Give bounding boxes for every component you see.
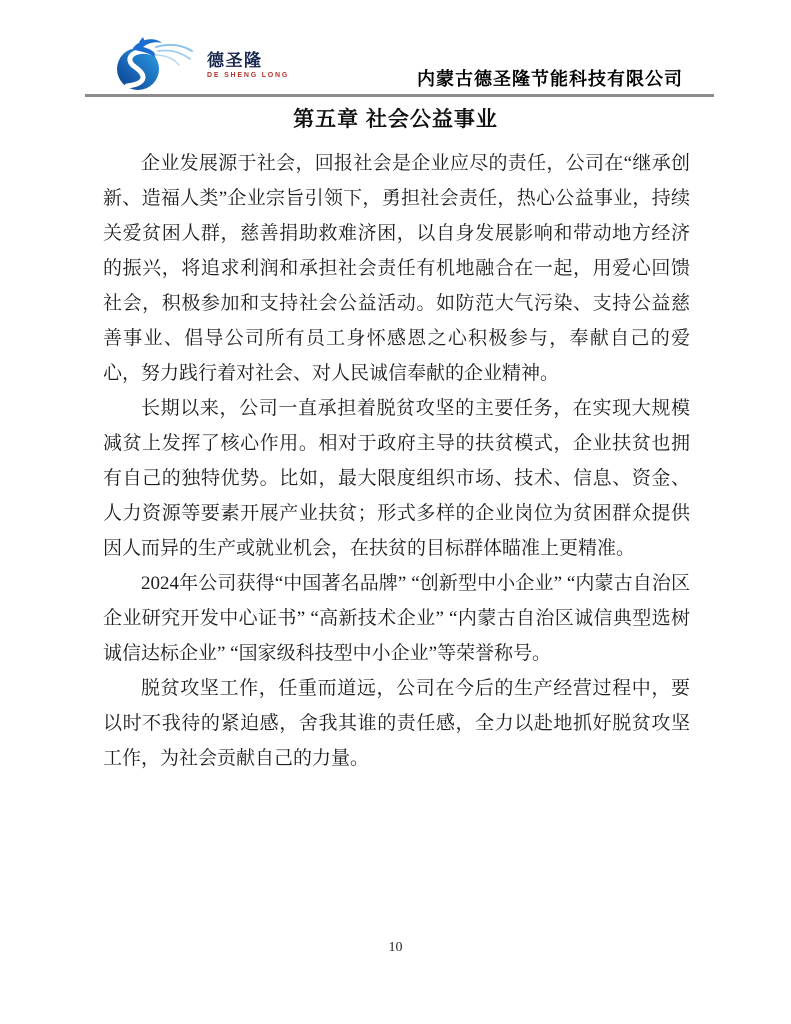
paragraph-1: 企业发展源于社会，回报社会是企业应尽的责任，公司在“继承创新、造福人类”企业宗旨引领下，勇担社会责任，热心公益事业，持续关爱贫困人群，慈善捐助救难济困，以自身发展影响和带动地方经济的振兴，将追求利润和承担社会责任有机地融合在一起，用爱心回馈社会，积极参加和支持社会公益活动。如防范大气污染、支持公益慈善事业、倡导公司所有员工身怀感恩之心积极参与，奉献自己的爱心，努力践行着对社会、对人民诚信奉献的企业精神。	[103, 153, 690, 384]
logo-text	[207, 51, 289, 80]
company-logo	[112, 36, 289, 94]
document-body	[103, 146, 690, 776]
chapter-title: 第五章 社会公益事业	[293, 108, 498, 131]
paragraph-2: 长期以来，公司一直承担着脱贫攻坚的主要任务，在实现大规模减贫上发挥了核心作用。相对于政府主导的扶贫模式，企业扶贫也拥有自己的独特优势。比如，最大限度组织市场、技术、信息、资金、人力资源等要素开展产业扶贫；形式多样的企业岗位为贫困群众提供因人而异的生产或就业机会，在扶贫的目标群体瞄准上更精准。	[103, 398, 690, 559]
brand-name-english: DE SHENG LONG	[207, 71, 290, 79]
page-footer	[0, 938, 791, 956]
brand-name-chinese: 德圣隆	[207, 50, 263, 70]
paragraph-3: 2024年公司获得“中国著名品牌” “创新型中小企业” “内蒙古自治区企业研究开发中心证书” “高新技术企业” “内蒙古自治区诚信典型选树诚信达标企业” “国家级科技型中小企业”等荣誉称号。	[103, 573, 690, 664]
paragraph-4: 脱贫攻坚工作，任重而道远，公司在今后的生产经营过程中，要以时不我待的紧迫感，舍我其谁的责任感，全力以赴地抓好脱贫攻坚工作，为社会贡献自己的力量。	[103, 678, 690, 769]
page-number: 10	[388, 940, 403, 955]
header-divider	[85, 94, 714, 97]
dragon-circle-icon	[112, 36, 204, 94]
company-name: 内蒙古德圣隆节能科技有限公司	[417, 69, 683, 89]
